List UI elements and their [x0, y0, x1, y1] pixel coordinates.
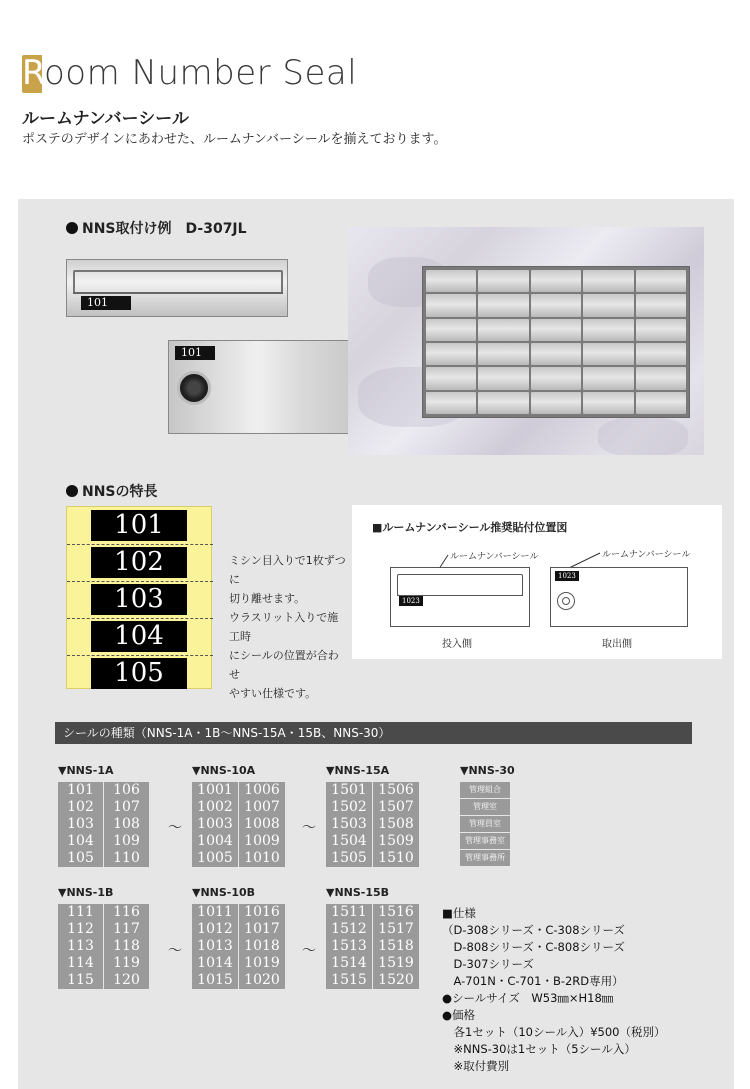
- diagram-right-label: ルームナンバーシール: [602, 550, 691, 560]
- seal-number-cell: 1510: [373, 850, 420, 867]
- spec-line: ※取付費別: [442, 1059, 510, 1073]
- seal-number-cell: 113: [58, 938, 104, 955]
- placement-diagram: [352, 505, 722, 659]
- seal-number-cell: 114: [58, 955, 104, 972]
- seal-number-cell: 1013: [192, 938, 239, 955]
- seal-number-cell: 1507: [373, 799, 420, 816]
- nns-30-item: 管理事務所: [460, 850, 510, 866]
- insert-slot: [397, 574, 523, 596]
- features-line: やすい仕様です。: [229, 687, 317, 700]
- spec-line: ●価格: [442, 1008, 476, 1022]
- nns-10b-grid: [192, 904, 286, 989]
- seal-number-cell: 1503: [326, 816, 373, 833]
- seal-sheet-illustration: [66, 506, 212, 689]
- seal-number-cell: 1518: [373, 938, 420, 955]
- seal-number-cell: 119: [104, 955, 150, 972]
- room-seal-back: 101: [175, 346, 215, 360]
- seal-sample: 102: [91, 547, 187, 578]
- mailbox-door: [583, 294, 633, 316]
- seal-number-cell: 1515: [326, 972, 373, 989]
- seal-number-cell: 118: [104, 938, 150, 955]
- spec-line: D-307シリーズ: [442, 957, 534, 971]
- features-label: NNSの特長: [82, 484, 158, 500]
- seal-number-cell: 1007: [239, 799, 286, 816]
- range-tilde: 〜: [168, 820, 182, 836]
- features-line: ウラスリット入りで施工時: [229, 611, 339, 643]
- mailbox-door: [426, 319, 476, 341]
- mailbox-door: [636, 367, 686, 389]
- seal-number-cell: 1005: [192, 850, 239, 867]
- range-tilde: 〜: [302, 943, 316, 959]
- bullet-dot-icon: [66, 222, 78, 234]
- nns-15b-grid: [326, 904, 420, 989]
- seal-number-cell: 1012: [192, 921, 239, 938]
- spec-line: D-808シリーズ・C-808シリーズ: [442, 940, 625, 954]
- nns-1a-label: ▼NNS-1A: [58, 764, 114, 777]
- mailbox-door: [426, 294, 476, 316]
- seal-number-cell: 1516: [373, 904, 420, 921]
- page-subtitle: ルームナンバーシール: [22, 109, 189, 129]
- specifications: [442, 905, 666, 1075]
- example-heading: [66, 218, 247, 238]
- features-description: [229, 551, 349, 703]
- mailbox-door: [531, 270, 581, 292]
- mailbox-door: [478, 343, 528, 365]
- nns-30-item: 管理室: [460, 799, 510, 815]
- seal-types-bar: シールの種類（NNS-1A・1B〜NNS-15A・15B、NNS-30）: [55, 722, 692, 744]
- mailbox-door: [636, 392, 686, 414]
- mailbox-door: [478, 294, 528, 316]
- seal-number-cell: 1006: [239, 782, 286, 799]
- mailbox-door: [531, 367, 581, 389]
- seal-number-cell: 1008: [239, 816, 286, 833]
- seal-sample: 103: [91, 584, 187, 615]
- room-seal-front: 101: [81, 296, 131, 310]
- mailbox-door: [583, 319, 633, 341]
- diagram-seal-right: 1023: [555, 571, 579, 581]
- seal-number-cell: 1512: [326, 921, 373, 938]
- seal-number-cell: 108: [104, 816, 150, 833]
- seal-number-cell: 1513: [326, 938, 373, 955]
- seal-number-cell: 101: [58, 782, 104, 799]
- page-description: ポステのデザインにあわせた、ルームナンバーシールを揃えております。: [22, 132, 447, 147]
- spec-line: ■仕様: [442, 906, 476, 920]
- diagram-left-label: ルームナンバーシール: [450, 552, 539, 562]
- seal-number-cell: 105: [58, 850, 104, 867]
- mailbox-door: [531, 319, 581, 341]
- seal-number-cell: 104: [58, 833, 104, 850]
- perforation-line: [67, 655, 213, 656]
- seal-sample: 104: [91, 621, 187, 652]
- nns-30-item: 管理事務室: [460, 833, 510, 849]
- mailbox-door: [478, 367, 528, 389]
- nns-30-label: ▼NNS-30: [460, 764, 515, 777]
- features-line: にシールの位置が合わせ: [229, 649, 339, 681]
- seal-number-cell: 1520: [373, 972, 420, 989]
- perforation-line: [67, 544, 213, 545]
- seal-number-cell: 1019: [239, 955, 286, 972]
- seal-number-cell: 120: [104, 972, 150, 989]
- mailbox-door: [636, 294, 686, 316]
- seal-number-cell: 1519: [373, 955, 420, 972]
- seal-number-cell: 1010: [239, 850, 286, 867]
- nns-10a-label: ▼NNS-10A: [192, 764, 256, 777]
- spec-line: ●シールサイズ W53㎜×H18㎜: [442, 991, 614, 1005]
- nns-1b-grid: [58, 904, 150, 989]
- nns-15a-grid: [326, 782, 420, 867]
- seal-number-cell: 1511: [326, 904, 373, 921]
- lock-icon: [557, 592, 575, 610]
- nns-15b-label: ▼NNS-15B: [326, 886, 390, 899]
- mailbox-door: [531, 343, 581, 365]
- spec-line: ※NNS-30は1セット（5シール入）: [442, 1042, 636, 1056]
- seal-sample: 101: [91, 510, 187, 541]
- mailbox-door: [636, 343, 686, 365]
- mailbox-door: [583, 270, 633, 292]
- mailbox-door: [478, 270, 528, 292]
- mailbox-door: [531, 294, 581, 316]
- example-label: NNS取付け例 D-307JL: [82, 221, 247, 237]
- seal-number-cell: 112: [58, 921, 104, 938]
- seal-number-cell: 1014: [192, 955, 239, 972]
- seal-number-cell: 1009: [239, 833, 286, 850]
- insert-side-box: [390, 567, 530, 627]
- mailbox-door: [531, 392, 581, 414]
- features-line: 切り離せます。: [229, 592, 306, 605]
- nns-1a-grid: [58, 782, 150, 867]
- mailbox-door: [426, 343, 476, 365]
- seal-number-cell: 103: [58, 816, 104, 833]
- insert-side-caption: 投入側: [442, 639, 472, 650]
- nns-30-item: 管理員室: [460, 816, 510, 832]
- spec-line: （D-308シリーズ・C-308シリーズ: [442, 923, 625, 937]
- seal-number-cell: 1003: [192, 816, 239, 833]
- seal-number-cell: 106: [104, 782, 150, 799]
- mailbox-door: [426, 367, 476, 389]
- dial-lock-icon: [177, 371, 211, 405]
- seal-number-cell: 109: [104, 833, 150, 850]
- slot-bar: [73, 292, 283, 294]
- mailbox-door: [583, 367, 633, 389]
- seal-number-cell: 1505: [326, 850, 373, 867]
- diagram-seal-left: 1023: [399, 596, 423, 606]
- mailbox-door: [636, 319, 686, 341]
- mailbox-front-illustration: [66, 259, 288, 317]
- perforation-line: [67, 581, 213, 582]
- seal-number-cell: 115: [58, 972, 104, 989]
- seal-number-cell: 117: [104, 921, 150, 938]
- nns-30-item: 管理組合: [460, 782, 510, 798]
- seal-number-cell: 116: [104, 904, 150, 921]
- title-first-letter: R: [22, 53, 47, 93]
- seal-number-cell: 1017: [239, 921, 286, 938]
- seal-number-cell: 1502: [326, 799, 373, 816]
- seal-number-cell: 111: [58, 904, 104, 921]
- diagram-title: ■ルームナンバーシール推奨貼付位置図: [372, 521, 568, 534]
- seal-number-cell: 1001: [192, 782, 239, 799]
- mailbox-door: [426, 270, 476, 292]
- spec-line: 各1セット（10シール入）¥500（税別）: [442, 1025, 666, 1039]
- range-tilde: 〜: [302, 820, 316, 836]
- features-line: ミシン目入りで1枚ずつに: [229, 554, 346, 586]
- nns-10b-label: ▼NNS-10B: [192, 886, 256, 899]
- retrieve-side-box: [550, 567, 688, 627]
- seal-number-cell: 1002: [192, 799, 239, 816]
- seal-number-cell: 1011: [192, 904, 239, 921]
- seal-sample: 105: [91, 658, 187, 689]
- spec-line: A-701N・C-701・B-2RD専用）: [442, 974, 624, 988]
- retrieve-side-caption: 取出側: [602, 639, 632, 650]
- mailbox-door: [478, 392, 528, 414]
- mailbox-door: [478, 319, 528, 341]
- features-heading: [66, 481, 158, 501]
- mailbox-door: [583, 343, 633, 365]
- mailbox-bank-photo: [422, 266, 690, 418]
- mailbox-door: [426, 392, 476, 414]
- bullet-dot-icon: [66, 485, 78, 497]
- nns-10a-grid: [192, 782, 286, 867]
- mail-slot: [73, 270, 283, 294]
- seal-number-cell: 1015: [192, 972, 239, 989]
- seal-number-cell: 1514: [326, 955, 373, 972]
- seal-number-cell: 1508: [373, 816, 420, 833]
- mailbox-door: [583, 392, 633, 414]
- seal-number-cell: 1506: [373, 782, 420, 799]
- title-rest: oom Number Seal: [44, 53, 358, 93]
- seal-number-cell: 1020: [239, 972, 286, 989]
- seal-number-cell: 1517: [373, 921, 420, 938]
- nns-1b-label: ▼NNS-1B: [58, 886, 114, 899]
- range-tilde: 〜: [168, 943, 182, 959]
- perforation-line: [67, 618, 213, 619]
- seal-number-cell: 110: [104, 850, 150, 867]
- nns-15a-label: ▼NNS-15A: [326, 764, 390, 777]
- seal-number-cell: 1004: [192, 833, 239, 850]
- seal-number-cell: 102: [58, 799, 104, 816]
- seal-number-cell: 107: [104, 799, 150, 816]
- seal-number-cell: 1501: [326, 782, 373, 799]
- seal-number-cell: 1509: [373, 833, 420, 850]
- mailbox-door: [636, 270, 686, 292]
- seal-number-cell: 1504: [326, 833, 373, 850]
- seal-number-cell: 1018: [239, 938, 286, 955]
- seal-number-cell: 1016: [239, 904, 286, 921]
